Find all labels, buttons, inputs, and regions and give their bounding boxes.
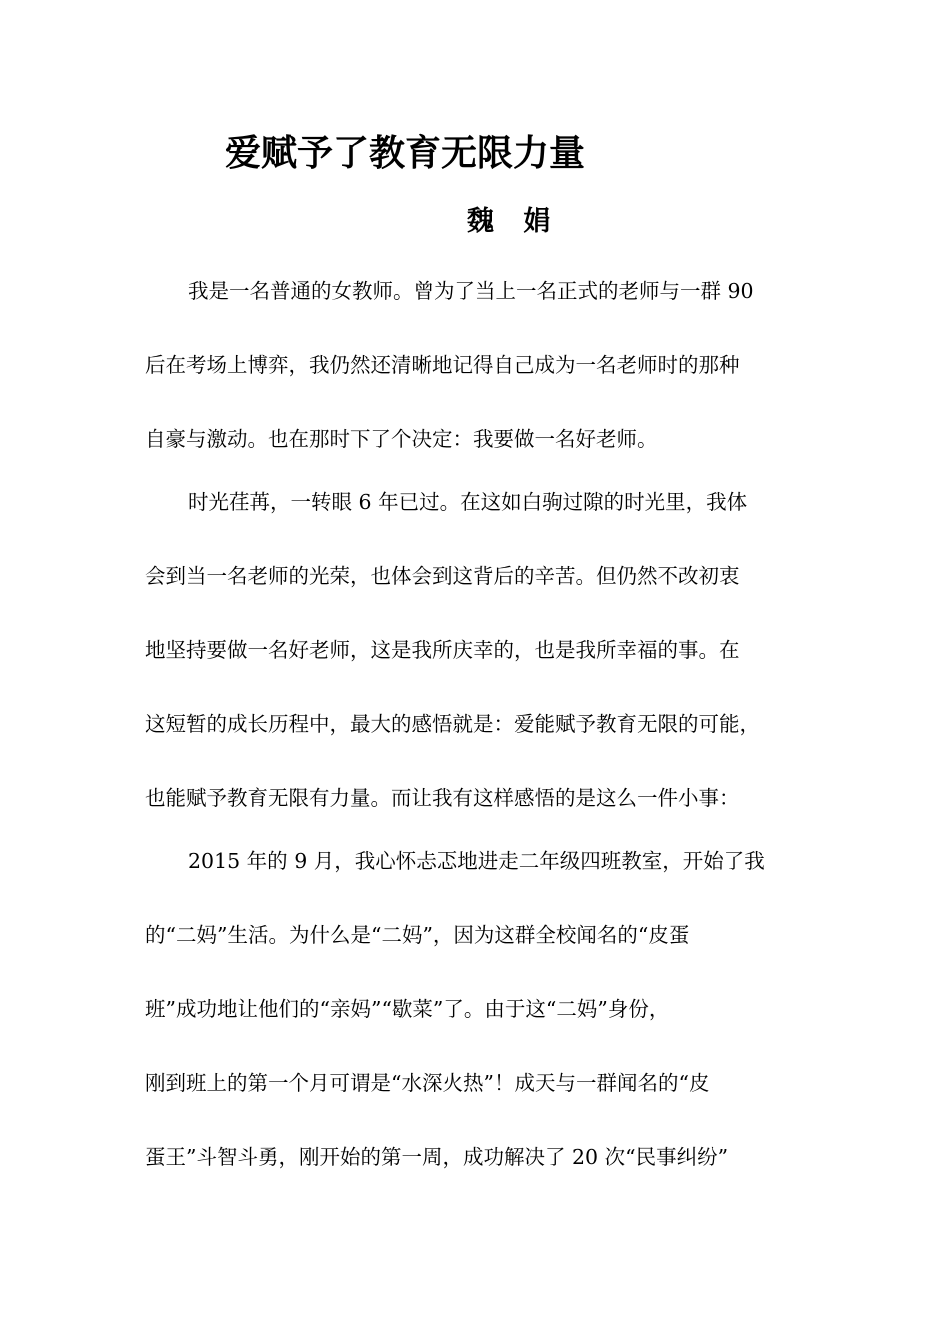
paragraph-line: 时光荏苒，一转眼 6 年已过。在这如白驹过隙的时光里，我体 <box>188 490 748 514</box>
author-name: 魏 娟 <box>467 206 561 237</box>
paragraph-line: 地坚持要做一名好老师，这是我所庆幸的，也是我所幸福的事。在 <box>145 638 740 662</box>
paragraph-line: 后在考场上博弈，我仍然还清晰地记得自己成为一名老师时的那种 <box>145 353 740 377</box>
paragraph-line: 也能赋予教育无限有力量。而让我有这样感悟的是这么一件小事： <box>145 786 740 810</box>
paragraph-line: 这短暂的成长历程中，最大的感悟就是：爱能赋予教育无限的可能， <box>145 712 760 736</box>
paragraph-line: 自豪与激动。也在那时下了个决定：我要做一名好老师。 <box>145 427 658 451</box>
document-title: 爱赋予了教育无限力量 <box>225 133 586 174</box>
paragraph-line: 我是一名普通的女教师。曾为了当上一名正式的老师与一群 90 <box>188 279 754 303</box>
paragraph-line: 的“二妈”生活。为什么是“二妈”，因为这群全校闻名的“皮蛋 <box>145 923 690 947</box>
paragraph-line: 会到当一名老师的光荣，也体会到这背后的辛苦。但仍然不改初衷 <box>145 564 740 588</box>
paragraph-line: 刚到班上的第一个月可谓是“水深火热”！成天与一群闻名的“皮 <box>145 1071 710 1095</box>
paragraph-line: 蛋王”斗智斗勇，刚开始的第一周，成功解决了 20 次“民事纠纷” <box>145 1145 729 1169</box>
paragraph-line: 2015 年的 9 月，我心怀忐忑地进走二年级四班教室，开始了我 <box>188 849 765 873</box>
paragraph-line: 班”成功地让他们的“亲妈”“歇菜”了。由于这“二妈”身份， <box>145 997 670 1021</box>
